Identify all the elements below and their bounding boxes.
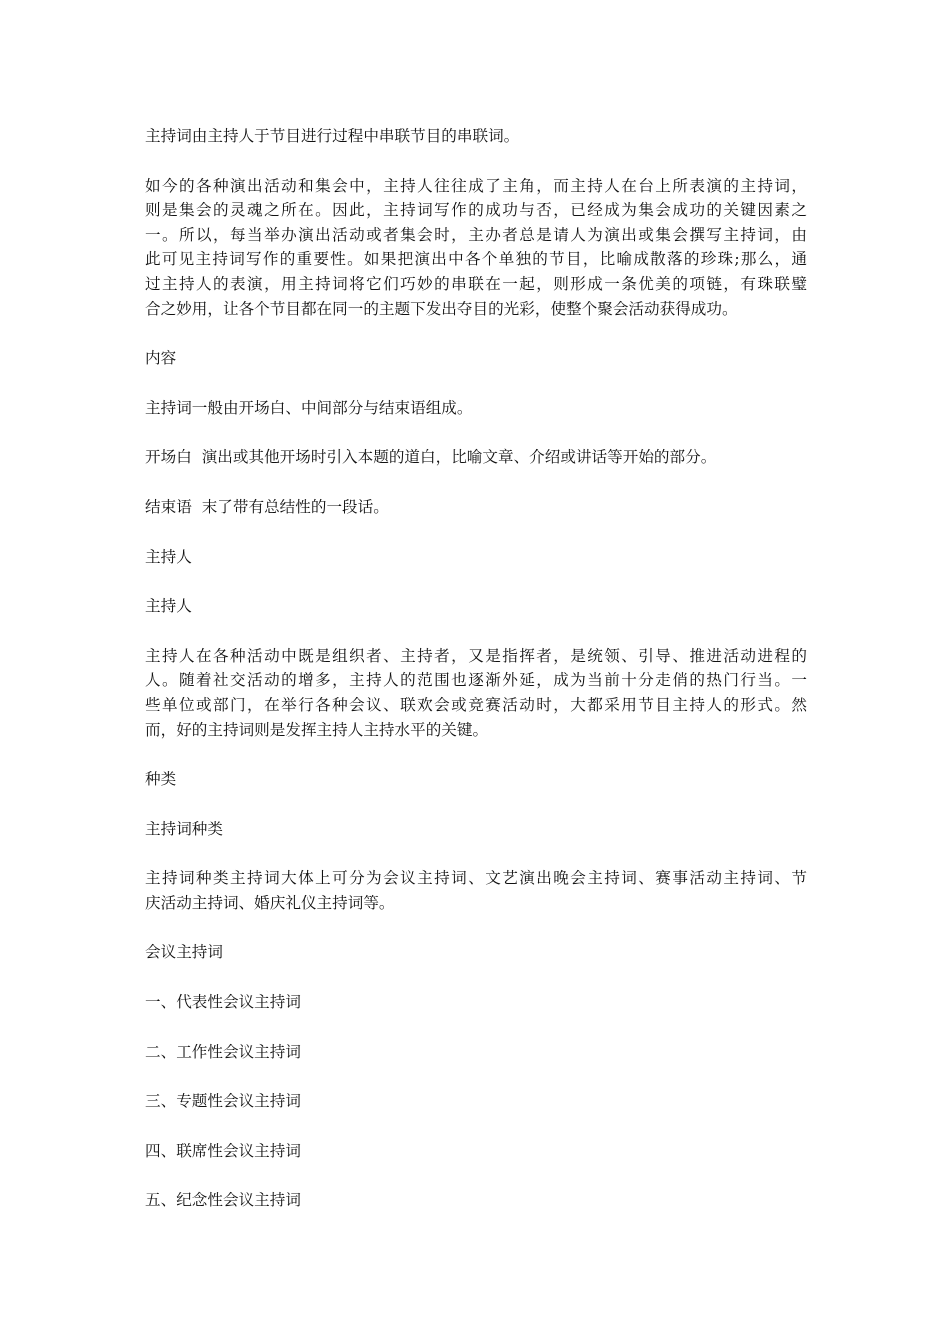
list-item (145, 1139, 807, 1164)
list-item (145, 1188, 807, 1213)
text-line: 会议主持词 (145, 943, 223, 962)
text-line: 三、专题性会议主持词 (145, 1092, 301, 1111)
text-line: 则是集会的灵魂之所在。因此，主持词写作的成功与否，已经成为集会成功的关键因素之 (145, 201, 807, 220)
text-line: 些单位或部门，在举行各种会议、联欢会或竞赛活动时，大都采用节目主持人的形式。然 (145, 695, 807, 714)
subheading-types (145, 817, 807, 842)
text-line: 主持人在各种活动中既是组织者、主持者，又是指挥者，是统领、引导、推进活动进程的 (145, 646, 807, 665)
text-line: 而，好的主持词则是发挥主持人主持水平的关键。 (145, 720, 489, 739)
paragraph-composition (145, 396, 807, 421)
section-heading-content (145, 346, 807, 371)
text-line: 一。所以，每当举办演出活动或者集会时，主办者总是请人为演出或集会撰写主持词，由 (145, 225, 807, 244)
paragraph-importance (145, 174, 807, 322)
text-line: 主持人 (145, 597, 192, 616)
text-line: 开场白 演出或其他开场时引入本题的道白，比喻文章、介绍或讲话等开始的部分。 (145, 448, 717, 467)
document-body (145, 124, 807, 1238)
section-heading-host (145, 545, 807, 570)
paragraph-opening-definition (145, 445, 807, 470)
text-line: 主持词种类 (145, 819, 223, 838)
section-heading-types (145, 767, 807, 792)
list-item (145, 990, 807, 1015)
text-line: 主持人 (145, 547, 192, 566)
text-line: 内容 (145, 349, 177, 368)
text-line: 主持词种类主持词大体上可分为会议主持词、文艺演出晚会主持词、赛事活动主持词、节 (145, 869, 807, 888)
paragraph-types-list (145, 866, 807, 915)
text-line: 如今的各种演出活动和集会中，主持人往往成了主角，而主持人在台上所表演的主持词， (145, 176, 807, 195)
paragraph-intro (145, 124, 807, 149)
text-line: 主持词一般由开场白、中间部分与结束语组成。 (145, 398, 473, 417)
list-item (145, 1040, 807, 1065)
text-line: 五、纪念性会议主持词 (145, 1191, 301, 1210)
text-line: 人。随着社交活动的增多，主持人的范围也逐渐外延，成为当前十分走俏的热门行当。一 (145, 671, 807, 690)
text-line: 一、代表性会议主持词 (145, 993, 301, 1012)
text-line: 种类 (145, 770, 177, 789)
text-line: 庆活动主持词、婚庆礼仪主持词等。 (145, 893, 395, 912)
text-line: 过主持人的表演，用主持词将它们巧妙的串联在一起，则形成一条优美的项链，有珠联璧 (145, 274, 807, 293)
text-line: 合之妙用，让各个节目都在同一的主题下发出夺目的光彩，使整个聚会活动获得成功。 (145, 299, 738, 318)
text-line: 主持词由主持人于节目进行过程中串联节目的串联词。 (145, 127, 520, 145)
subheading-meeting (145, 940, 807, 965)
text-line: 二、工作性会议主持词 (145, 1042, 301, 1061)
text-line: 此可见主持词写作的重要性。如果把演出中各个单独的节目，比喻成散落的珍珠;那么，通 (145, 250, 807, 269)
text-line: 结束语 末了带有总结性的一段话。 (145, 497, 389, 516)
paragraph-closing-definition (145, 495, 807, 520)
subheading-host (145, 594, 807, 619)
paragraph-host-role (145, 644, 807, 742)
text-line: 四、联席性会议主持词 (145, 1141, 301, 1160)
list-item (145, 1089, 807, 1114)
